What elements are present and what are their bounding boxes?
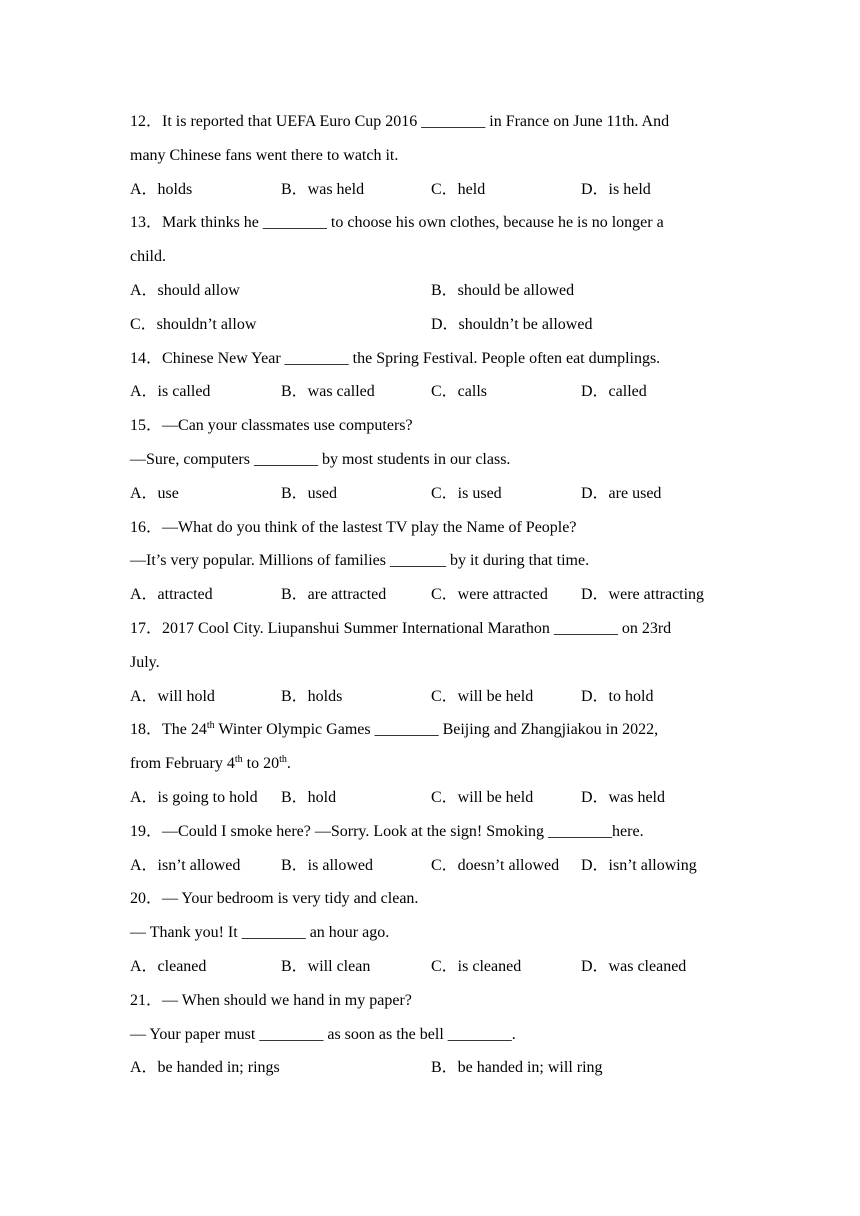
question-text: —What do you think of the lastest TV play the Name of People? [162, 518, 577, 536]
option-b: B．used [281, 484, 338, 502]
option-a: A．should allow [130, 281, 240, 299]
question-13-options-row-1 [130, 274, 730, 308]
question-text: Chinese New Year ________ the Spring Festival. People often eat dumplings. [162, 349, 661, 367]
question-15-options [130, 477, 730, 511]
question-number: 17． [130, 619, 163, 637]
question-12-options [130, 173, 730, 207]
question-20-stem-line-2 [130, 916, 730, 950]
question-20-options [130, 950, 730, 984]
question-15-stem-line-1 [130, 409, 730, 443]
question-14-stem-line-1 [130, 342, 730, 376]
question-text: child. [130, 248, 166, 266]
option-a: A．is going to hold [130, 788, 258, 806]
question-15-stem-line-2 [130, 443, 730, 477]
option-c: C．shouldn’t allow [130, 315, 257, 333]
option-d: D．was held [581, 788, 665, 806]
question-21-stem-line-2 [130, 1018, 730, 1052]
question-text: — Your bedroom is very tidy and clean. [162, 890, 419, 908]
question-text: . [286, 755, 291, 773]
option-c: C．calls [431, 383, 487, 401]
question-17-options [130, 680, 730, 714]
question-number: 14． [130, 349, 163, 367]
option-b: B．should be allowed [431, 281, 575, 299]
option-b: B．hold [281, 788, 337, 806]
option-d: D．isn’t allowing [581, 856, 697, 874]
option-d: D．is held [581, 180, 651, 198]
option-a: A．cleaned [130, 957, 207, 975]
option-c: C．is cleaned [431, 957, 522, 975]
option-b: B．was called [281, 383, 375, 401]
question-20-stem-line-1 [130, 882, 730, 916]
question-number: 20． [130, 890, 163, 908]
question-text: — Thank you! It ________ an hour ago. [130, 924, 390, 942]
option-a: A．isn’t allowed [130, 856, 241, 874]
question-16-options [130, 578, 730, 612]
question-number: 15． [130, 417, 163, 435]
question-text: Winter Olympic Games ________ Beijing and Zhangjiakou in 2022, [214, 721, 659, 739]
option-d: D．was cleaned [581, 957, 687, 975]
option-c: C．is used [431, 484, 502, 502]
question-18-stem-line-1 [130, 713, 730, 747]
option-c: C．doesn’t allowed [431, 856, 560, 874]
question-21-options-row-1 [130, 1051, 730, 1085]
option-c: C．will be held [431, 687, 534, 705]
option-b: B．are attracted [281, 586, 387, 604]
question-21-stem-line-1 [130, 984, 730, 1018]
question-13-stem-line-2 [130, 240, 730, 274]
question-list [130, 105, 730, 1085]
question-17-stem-line-1 [130, 612, 730, 646]
question-number: 21． [130, 991, 163, 1009]
question-18-options [130, 781, 730, 815]
question-text: 2017 Cool City. Liupanshui Summer International Marathon ________ on 23rd [162, 619, 672, 637]
question-16-stem-line-2 [130, 544, 730, 578]
option-c: C．held [431, 180, 486, 198]
option-d: D．to hold [581, 687, 654, 705]
option-b: B．holds [281, 687, 343, 705]
question-12-stem-line-2 [130, 139, 730, 173]
question-number: 19． [130, 822, 163, 840]
question-19-options [130, 849, 730, 883]
option-a: A．attracted [130, 586, 213, 604]
option-a: A．holds [130, 180, 193, 198]
superscript: th [206, 720, 215, 732]
option-a: A．is called [130, 383, 211, 401]
question-13-options-row-2 [130, 308, 730, 342]
question-12-stem-line-1 [130, 105, 730, 139]
question-text: from February 4 [130, 755, 235, 773]
option-b: B．will clean [281, 957, 371, 975]
option-b: B．is allowed [281, 856, 373, 874]
question-number: 12． [130, 113, 163, 130]
question-text: — Your paper must ________ as soon as the bell ________. [130, 1025, 516, 1043]
question-number: 13． [130, 214, 163, 232]
question-number: 18． [130, 721, 163, 739]
option-d: D．are used [581, 484, 662, 502]
question-text: —Can your classmates use computers? [162, 417, 413, 435]
question-text: It is reported that UEFA Euro Cup 2016 ________ in France on June 11th. And [162, 113, 670, 130]
question-text: The 24 [162, 721, 207, 739]
question-16-stem-line-1 [130, 511, 730, 545]
question-text: —Could I smoke here? —Sorry. Look at the sign! Smoking ________here. [162, 822, 644, 840]
question-text: — When should we hand in my paper? [162, 991, 412, 1009]
question-number: 16． [130, 518, 163, 536]
superscript: th [279, 754, 287, 766]
question-text: to 20 [242, 755, 280, 773]
superscript: th [234, 754, 243, 766]
option-b: B．was held [281, 180, 365, 198]
option-a: A．will hold [130, 687, 215, 705]
option-a: A．use [130, 484, 179, 502]
question-17-stem-line-2 [130, 646, 730, 680]
option-b: B．be handed in; will ring [431, 1059, 603, 1077]
question-text: many Chinese fans went there to watch it. [130, 146, 399, 164]
question-13-stem-line-1 [130, 206, 730, 240]
option-c: C．were attracted [431, 586, 548, 604]
question-text: Mark thinks he ________ to choose his own clothes, because he is no longer a [162, 214, 664, 232]
option-a: A．be handed in; rings [130, 1059, 280, 1077]
question-text: —Sure, computers ________ by most students in our class. [130, 450, 511, 468]
option-d: D．shouldn’t be allowed [431, 315, 593, 333]
option-d: D．were attracting [581, 586, 705, 604]
question-14-options [130, 375, 730, 409]
question-18-stem-line-2 [130, 747, 730, 781]
question-19-stem-line-1 [130, 815, 730, 849]
question-text: —It’s very popular. Millions of families _______ by it during that time. [130, 552, 590, 570]
option-d: D．called [581, 383, 647, 401]
question-text: July. [130, 653, 160, 671]
option-c: C．will be held [431, 788, 534, 806]
